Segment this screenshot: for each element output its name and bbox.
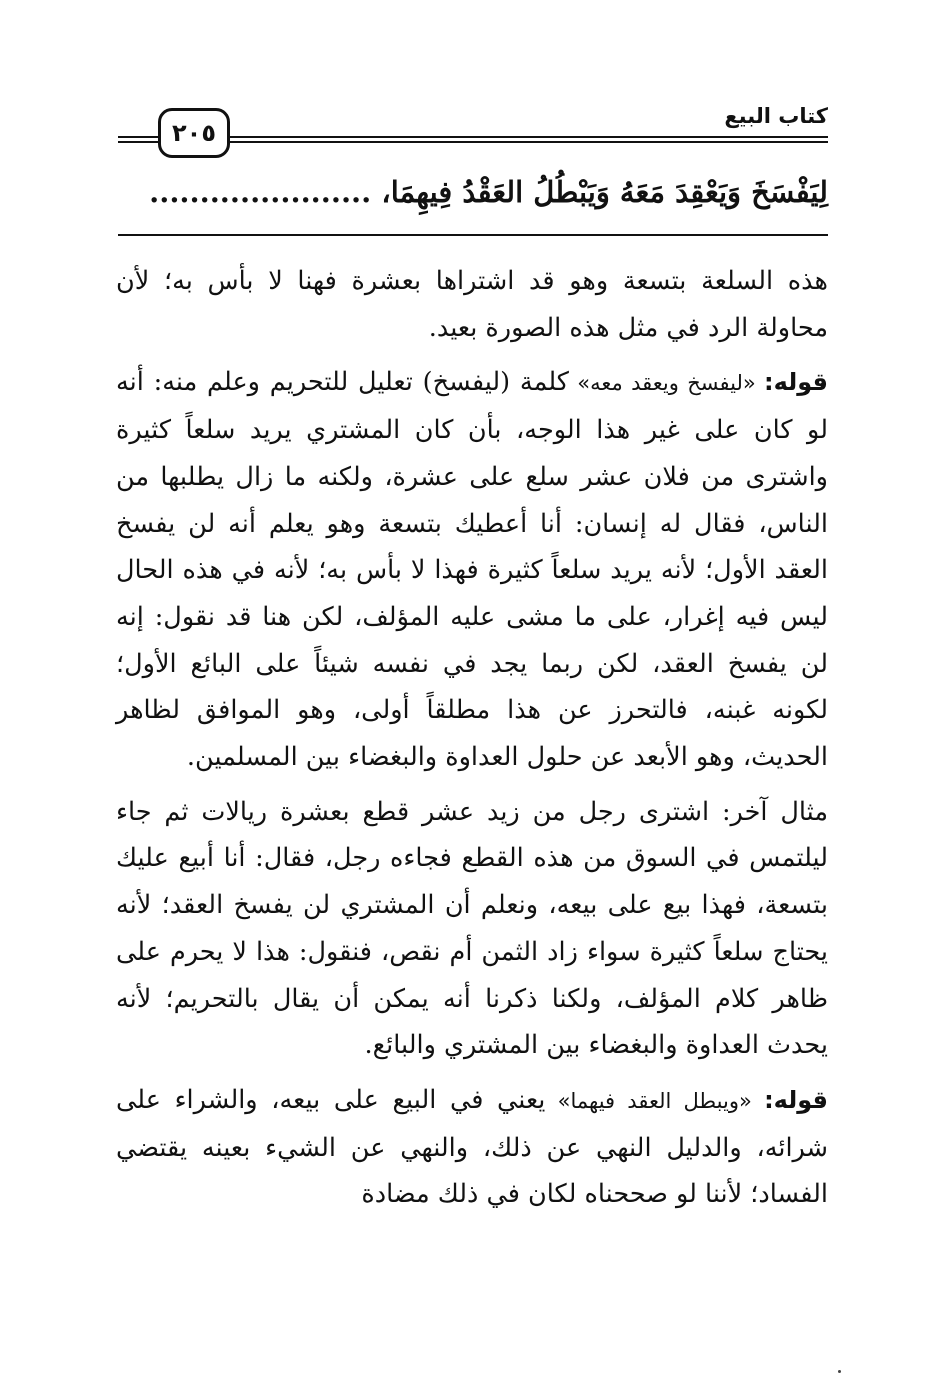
commentary-body [116, 258, 828, 1218]
paragraph-3: مثال آخر: اشترى رجل من زيد عشر قطع بعشرة ريالات ثم جاء ليلتمس في السوق من هذه القطع فجاءه رجل، فقال: أنا أبيع عليك بتسعة، فهذا بيع على بيعه، ونعلم أن المشتري لن يفسخ العقد؛ لأنه يحتاج سلعاً كثيرة سواء زاد الثمن أم نقص، فنقول: هذا لا يحرم على ظاهر كلام المؤلف، ولكنا ذكرنا أنه يمكن أن يقال بالتحريم؛ لأنه يحدث العداوة والبغضاء بين المشتري والبائع. [116, 796, 828, 1061]
running-title: كتاب البيع [724, 104, 828, 128]
paragraph-2-quote: «ليفسخ ويعقد معه» [568, 371, 765, 396]
paragraph-1: هذه السلعة بتسعة وهو قد اشتراها بعشرة فهنا لا بأس به؛ لأن محاولة الرد في مثل هذه الصورة بعيد. [116, 266, 828, 343]
paragraph-4 [116, 1077, 828, 1218]
matn-text: لِيَفْسَخَ وَيَعْقِدَ مَعَهُ وَيَبْطُلُ العَقْدُ فِيهِمَا، ...................... [149, 175, 828, 209]
paragraph-2 [116, 359, 828, 780]
paragraph-4-text: يعني في البيع على بيعه، والشراء على شرائه، والدليل النهي عن ذلك، والنهي عن الشيء بعينه يقتضي الفساد؛ لأننا لو صححناه لكان في ذلك مضادة [116, 1084, 828, 1210]
paragraph-4-lead: قوله: [764, 1085, 828, 1114]
paragraph-2-lead: قوله: [764, 368, 828, 397]
paragraph-2-text: كلمة (ليفسخ) تعليل للتحريم وعلم منه: أنه لو كان على غير هذا الوجه، بأن كان المشتري يريد سلعاً كثيرة واشترى من فلان عشر سلع على عشرة، ولكنه ما زال يطلبها من الناس، فقال له إنسان: أنا أعطيك بتسعة وهو يعلم أنه لن يفسخ العقد الأول؛ لأنه يريد سلعاً كثيرة فهذا لا بأس به؛ لأنه في هذه الحال ليس فيه إغرار، على ما مشى عليه المؤلف، لكن هنا قد نقول: إنه لن يفسخ العقد، لكن ربما يجد في نفسه شيئاً على البائع الأول؛ لكونه غبنه، فالتحرز عن هذا مطلقاً أولى، وهو الموافق لظاهر الحديث، وهو الأبعد عن حلول العداوة والبغضاء بين المسلمين. [116, 367, 828, 773]
matn-separator [118, 234, 828, 236]
paragraph-4-quote: «ويبطل العقد فيهما» [545, 1088, 765, 1113]
scan-speck [838, 1370, 841, 1373]
page-number: ٢٠٥ [158, 108, 230, 158]
page-header [118, 100, 828, 160]
